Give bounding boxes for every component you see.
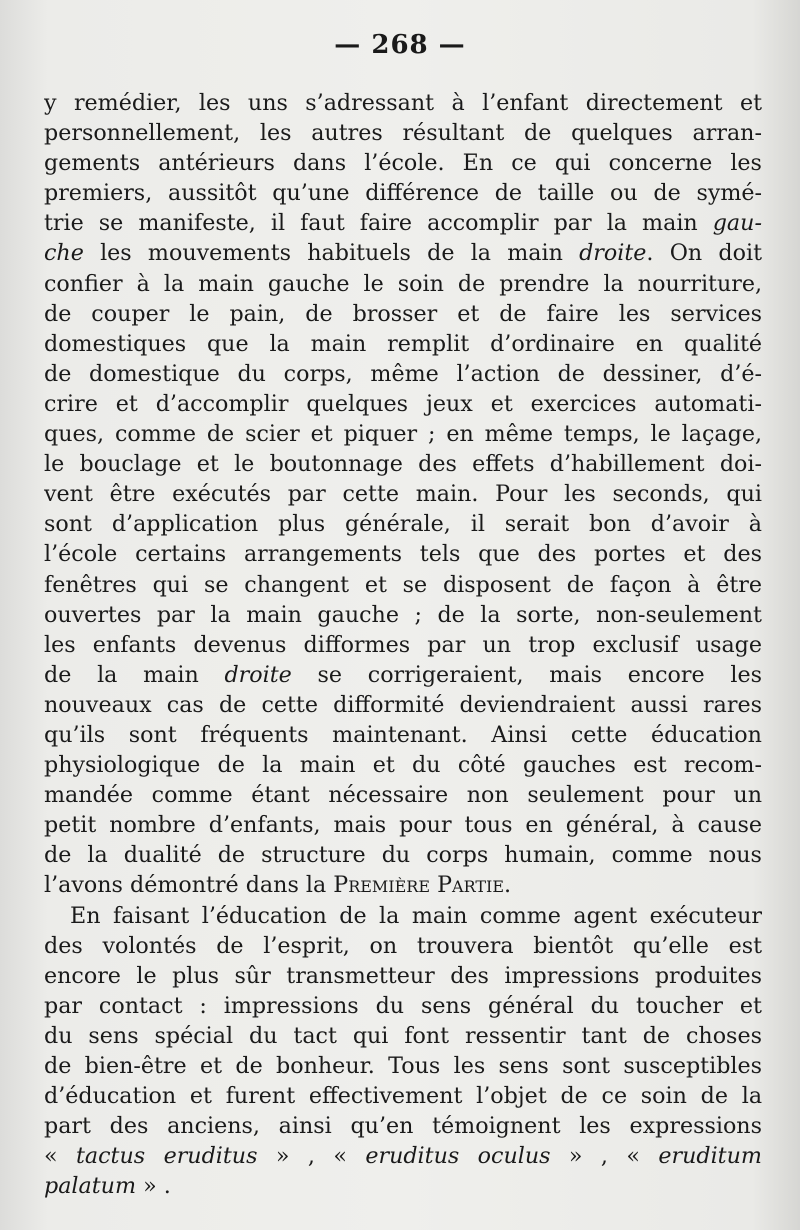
- text-line: ques, comme de scier et piquer ; en même temps, le laçage,: [44, 421, 762, 448]
- text-line: de couper le pain, de brosser et de faire les services: [44, 300, 762, 327]
- text-line: de domestique du corps, même l’action de dessiner, d’é-: [44, 360, 762, 387]
- text-line: confier à la main gauche le soin de prendre la nourriture,: [44, 270, 762, 297]
- text-line: de la dualité de structure du corps humain, comme nous: [44, 842, 762, 869]
- text-line: crire et d’accomplir quelques jeux et exercices automati-: [44, 390, 762, 417]
- text-line: che les mouvements habituels de la main droite. On doit: [44, 240, 762, 267]
- text-line: petit nombre d’enfants, mais pour tous en général, à cause: [44, 812, 762, 839]
- text-line: le bouclage et le boutonnage des effets d’habillement doi-: [44, 451, 762, 478]
- text-line: fenêtres qui se changent et se disposent de façon à être: [44, 571, 762, 598]
- text-line: En faisant l’éducation de la main comme agent exécuteur: [70, 902, 762, 929]
- text-line: domestiques que la main remplit d’ordinaire en qualité: [44, 330, 762, 357]
- text-line: encore le plus sûr transmetteur des impressions produites: [44, 962, 762, 989]
- text-line: gements antérieurs dans l’école. En ce qui concerne les: [44, 150, 762, 177]
- text-line: les enfants devenus difformes par un trop exclusif usage: [44, 631, 762, 658]
- text-line: des volontés de l’esprit, on trouvera bientôt qu’elle est: [44, 932, 762, 959]
- text-line: personnellement, les autres résultant de quelques arran-: [44, 120, 762, 147]
- text-line: qu’ils sont fréquents maintenant. Ainsi cette éducation: [44, 721, 762, 748]
- text-line: par contact : impressions du sens général du toucher et: [44, 992, 762, 1019]
- text-line: physiologique de la main et du côté gauches est recom-: [44, 752, 762, 779]
- body-text: [44, 88, 762, 1201]
- text-line: sont d’application plus générale, il serait bon d’avoir à: [44, 511, 762, 538]
- text-line: premiers, aussitôt qu’une différence de taille ou de symé-: [44, 180, 762, 207]
- text-line: nouveaux cas de cette difformité deviendraient aussi rares: [44, 691, 762, 718]
- page-number: — 268 —: [334, 30, 466, 60]
- text-line: ouvertes par la main gauche ; de la sorte, non-seulement: [44, 601, 762, 628]
- small-caps-text: Première Partie: [333, 872, 505, 899]
- text-line: palatum » .: [44, 1173, 171, 1200]
- text-line: vent être exécutés par cette main. Pour les seconds, qui: [44, 481, 762, 508]
- text-line: y remédier, les uns s’adressant à l’enfant directement et: [44, 90, 762, 116]
- text-line: trie se manifeste, il faut faire accomplir par la main gau-: [44, 210, 762, 237]
- text-line: « tactus eruditus » , « eruditus oculus » , « eruditum: [44, 1143, 762, 1170]
- text-line: de la main droite se corrigeraient, mais encore les: [44, 661, 762, 688]
- text-line: part des anciens, ainsi qu’en témoignent les expressions: [44, 1113, 762, 1140]
- text-line: de bien-être et de bonheur. Tous les sens sont susceptibles: [44, 1053, 762, 1079]
- text-line: l’avons démontré dans la Première Partie.: [44, 872, 512, 899]
- text-line: d’éducation et furent effectivement l’objet de ce soin de la: [44, 1083, 762, 1110]
- text-line: l’école certains arrangements tels que des portes et des: [44, 541, 762, 568]
- text-line: mandée comme étant nécessaire non seulement pour un: [44, 782, 762, 809]
- text-line: du sens spécial du tact qui font ressentir tant de choses: [44, 1022, 762, 1049]
